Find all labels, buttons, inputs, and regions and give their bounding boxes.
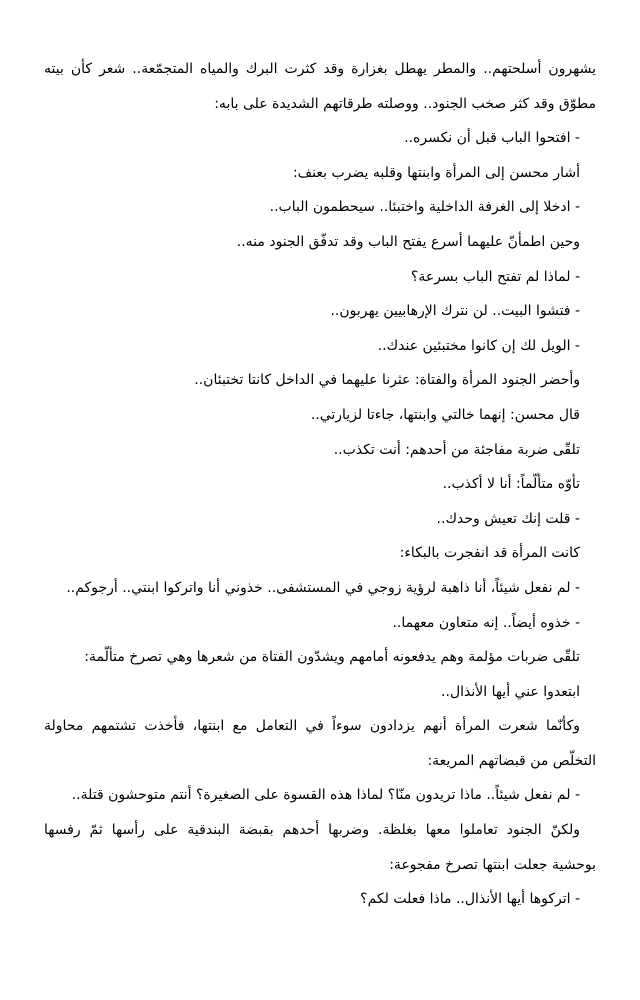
text-line: - قلت إنك تعيش وحدك.. bbox=[436, 510, 580, 527]
text-line: - الويل لك إن كانوا مختبئين عندك.. bbox=[377, 337, 580, 354]
text-line: - لم نفعل شيئاً.. ماذا تريدون منّا؟ لماذا هذه القسوة على الصغيرة؟ أنتم متوحشون قتلة.. bbox=[71, 787, 580, 804]
text-line: - لم نفعل شيئاً، أنا ذاهبة لرؤية زوجي في المستشفى.. خذوني أنا واتركوا ابنتي.. أرجوكم.. bbox=[66, 579, 580, 596]
text-line: وحين اطمأنّ عليهما أسرع يفتح الباب وقد تدفّق الجنود منه.. bbox=[236, 233, 580, 250]
text-line: - خذوه أيضاً.. إنه متعاون معهما.. bbox=[392, 614, 580, 631]
text-line: - اتركوها أيها الأنذال.. ماذا فعلت لكم؟ bbox=[360, 891, 580, 908]
text-line: - افتحوا الباب قبل أن نكسره.. bbox=[404, 130, 580, 147]
text-line: مطوّق وقد كثر صخب الجنود.. ووصلته طرقاتهم الشديدة على بابه: bbox=[214, 95, 596, 112]
text-line: تلقّى ضربات مؤلمة وهم يدفعونه أمامهم ويشدّون الفتاة من شعرها وهي تصرخ متألّمة: bbox=[84, 649, 580, 666]
text-line: تلقّى ضربة مفاجئة من أحدهم: أنت تكذب.. bbox=[333, 441, 580, 458]
text-line: يشهرون أسلحتهم.. والمطر يهطل بغزارة وقد كثرت البرك والمياه المتجمّعة.. شعر كأن بيته bbox=[44, 61, 596, 77]
text-line: - ادخلا إلى الغرفة الداخلية واختبئا.. سيحطمون الباب.. bbox=[269, 199, 580, 216]
text-line: بوحشية جعلت ابنتها تصرخ مفجوعة: bbox=[389, 856, 596, 873]
text-line: كانت المرأة قد انفجرت بالبكاء: bbox=[399, 545, 580, 562]
text-line: وكأنّما شعرت المرأة أنهم يزدادون سوءاً في التعامل مع ابنتها، فأخذت تشتمهم محاولة bbox=[44, 718, 580, 735]
text-line: التخلّص من قبضاتهم المريعة: bbox=[427, 752, 596, 769]
text-line: ابتعدوا عني أيها الأنذال.. bbox=[441, 683, 580, 700]
text-line: - فتشوا البيت.. لن نترك الإرهابيين يهربون.. bbox=[330, 303, 580, 320]
text-line: ولكنّ الجنود تعاملوا معها بغلظة. وضربها أحدهم بقبضة البندقية على رأسها ثمّ رفسها bbox=[44, 822, 580, 839]
text-line: وأحضر الجنود المرأة والفتاة: عثرنا عليهما في الداخل كانتا تختبئان.. bbox=[194, 372, 580, 389]
text-line: - لماذا لم تفتح الباب بسرعة؟ bbox=[410, 268, 580, 285]
text-line: تأوّه متألّماً: أنا لا أكذب.. bbox=[442, 476, 580, 493]
text-line: أشار محسن إلى المرأة وابنتها وقلبه يضرب بعنف: bbox=[292, 164, 580, 181]
text-line: قال محسن: إنهما خالتي وابنتها، جاءتا لزيارتي.. bbox=[310, 406, 580, 423]
